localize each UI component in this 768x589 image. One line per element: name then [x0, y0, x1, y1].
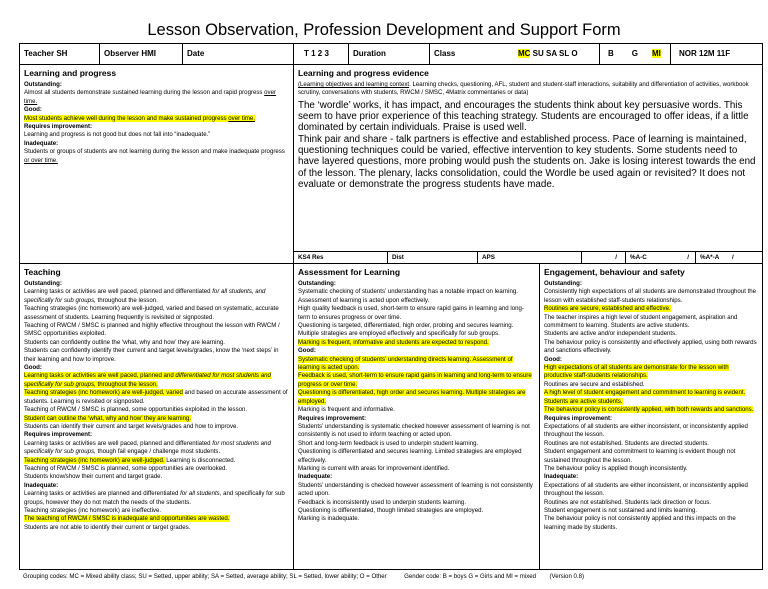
engagement-criterion: Student engagement and commitment to learning is evident though not sustained throughout the lesson.: [544, 448, 736, 464]
assessment-heading: Assessment for Learning: [298, 267, 401, 277]
engagement-criterion: High expectations of all students are demonstrate for the lesson with productive staff-students relationships.: [544, 364, 729, 380]
progress-inadequate-text: Students or groups of students are not learning during the lesson and make inadequate progress or over time.: [24, 148, 285, 164]
gender-g: G: [631, 49, 639, 58]
engagement-criterion: Student engagement is not sustained and limits learning.: [544, 506, 698, 514]
engagement-criterion: Routines are secure and established.: [544, 380, 645, 388]
assessment-inadequate-label: Inadequate:: [298, 473, 333, 481]
teaching-criterion: Students can confidently identify their current and target levels/grades, know the ‘next steps’ in their learning and how to improve.: [24, 347, 279, 363]
duration-cell: Duration: [349, 44, 430, 64]
teaching-criterion: Teaching strategies (inc homework) are well-judged. Learning is disconnected.: [24, 456, 236, 464]
teaching-criterion: Teaching of RWCM / SMSC is planned, some opportunities exploited in the lesson.: [24, 406, 248, 414]
gender-mi-selected: MI: [652, 49, 661, 58]
assessment-criterion: Questioning is differentiated, though limited strategies are employed.: [298, 506, 484, 514]
teaching-criterion: Learning tasks or activities are well paced, planned and differentiated for all students, and specifically for sub groups, throughout the lesson.: [24, 288, 266, 304]
teaching-good-label: Good:: [24, 364, 42, 372]
teaching-criterion: Teaching of RWCM / SMSC is planned, some opportunities are overlooked.: [24, 464, 228, 472]
assessment-criterion: Questioning is targeted, differentiated, high order, probing and secures learning.: [298, 322, 514, 330]
teaching-criterion: Teaching strategies (inc homework) are ineffective.: [24, 506, 162, 514]
assessment-criterion: Feedback is used, short-term to ensure rapid gains in learning and long-term to ensure progress or over time.: [298, 372, 532, 388]
a-star-separator: /: [732, 254, 734, 261]
progress-outstanding-text: Almost all students demonstrate sustained learning during the lesson and rapid progress over time.: [24, 89, 277, 105]
engagement-column: [540, 264, 762, 570]
aps-cell: APS: [478, 252, 582, 263]
assessment-criterion: Short and long-term feedback is used to underpin student learning.: [298, 439, 479, 447]
observer-cell: Observer HMI: [100, 44, 183, 64]
assessment-criterion: Marking is current with areas for improvement identified.: [298, 464, 450, 472]
teaching-column: [20, 264, 294, 570]
progress-good-text: Most students achieve well during the lesson and make sustained progress over time.: [24, 114, 256, 122]
evidence-notes: The ‘wordle’ works, it has impact, and encourages the students think about key persuasive words. This seem to have prior experience of this teaching strategy. Students are encouraged to offer ideas, if a little dominated by certain individuals. Praise is used well. Think pair and share - talk partners is effective and established process. Pace of learning is maintained, questioning techniques could be varied, effective intervention to key students. Some students need to have layered questions, more probing would push the students on. Jake is losing interest towards the end of the lesson. The plenary, lacks consolidation, could the Wordle be used again or revisited? It does not evaluate or demonstrate the progress students have made.: [298, 99, 756, 190]
teaching-criterion: Learning tasks or activities are planned and differentiated for all students, and specifically for sub groups, however they do not match the needs of the students.: [24, 490, 285, 506]
engagement-criterion: A high level of student engagement and commitment to learning is evident. Students are active students.: [544, 389, 746, 405]
results-stats-row: [294, 252, 762, 264]
assessment-criterion: High quality feedback is used, short-term to ensure rapid gains in learning and long-term to ensures progress or over time.: [298, 305, 524, 321]
assessment-criterion: Marking is frequent, informative and students are expected to respond.: [298, 338, 489, 346]
engagement-outstanding-label: Outstanding:: [544, 280, 582, 287]
teaching-criterion: Teaching of RWCM / SMSC is planned and highly effective throughout the lesson with RWCM / SMSC opportunities exploited.: [24, 322, 280, 338]
date-cell: Date: [183, 44, 294, 64]
assessment-criterion: Questioning is differentiated and secures learning. Limited strategies are employed effectively.: [298, 448, 522, 464]
assessment-criterion: Students’ understanding is checked however assessment of learning is not consistently acted upon.: [298, 481, 533, 498]
engagement-ri-label: Requires improvement:: [544, 414, 613, 422]
evidence-box: [294, 65, 762, 252]
engagement-criterion: The behaviour policy is consistently and effectively applied, using both rewards and sanctions effectively.: [544, 338, 757, 355]
form-version: (Version 0.8): [549, 573, 585, 580]
form-footer: [23, 572, 763, 581]
term-cell: T 1 2 3: [294, 44, 349, 64]
engagement-criterion: Routines are not established. Students are directed students.: [544, 439, 709, 447]
engagement-criterion: The behaviour policy is consistently applied, with both rewards and sanctions.: [544, 406, 754, 414]
assessment-criterion: Systematic checking of students’ understanding directs learning. Assessment of learning is acted upon.: [298, 355, 513, 372]
teaching-outstanding-label: Outstanding:: [24, 280, 62, 287]
learning-progress-box: [20, 65, 294, 264]
engagement-criterion: Routines are secure, established and effective.: [544, 305, 671, 313]
teaching-criterion: Teaching strategies (inc homework) are well-judged, varied and based on accurate assessment of students. Learning is revisited or signposted.: [24, 389, 288, 405]
evidence-heading: Learning and progress evidence: [298, 68, 429, 78]
progress-outstanding-label: Outstanding:: [24, 81, 62, 88]
assessment-good-label: Good:: [298, 347, 316, 355]
assessment-criterion: Questioning is differentiated, high order and secures learning. Multiple strategies are employed.: [298, 389, 526, 405]
progress-inadequate-label: Inadequate:: [24, 139, 59, 147]
assessment-criterion: Feedback is inconsistently used to underpin students learning.: [298, 498, 467, 506]
assessment-criterion: Marking is inadequate.: [298, 515, 360, 523]
engagement-heading: Engagement, behaviour and safety: [544, 267, 685, 277]
evidence-sources: (Learning objectives and learning context. Learning checks, questioning, AFL, student and student-staff interactions, suitability and differentiation of activities, workbook scrutiny, conversations with students, RWCM / SMSC, 4Matrix commentaries or data): [298, 81, 749, 97]
nor-cell: NOR 12M 11F: [679, 49, 731, 58]
gender-cell: [600, 44, 671, 64]
grouping-codes-rest: SU SA SL O: [530, 49, 578, 58]
engagement-criterion: The behaviour policy is not consistently applied and this impacts on the learning made by students.: [544, 515, 736, 531]
assessment-ri-label: Requires improvement:: [298, 414, 367, 422]
teaching-criterion: Students know/show their current and target grade.: [24, 473, 163, 481]
a-star-cell: %A*-A: [700, 254, 720, 261]
teaching-inadequate-label: Inadequate:: [24, 481, 59, 489]
teaching-criterion: Students can identify their current and target levels/grades and how to improve.: [24, 422, 239, 430]
teaching-criterion: Students can confidently outline the ‘what, why and how’ they are learning.: [24, 338, 225, 346]
learning-progress-heading: Learning and progress: [24, 68, 117, 78]
grouping-codes-cell: [518, 44, 600, 64]
aps-separator: /: [582, 252, 626, 263]
engagement-criterion: Consistently high expectations of all students are demonstrated throughout the lesson with established staff-students relationships.: [544, 288, 757, 304]
engagement-inadequate-label: Inadequate:: [544, 473, 579, 481]
progress-good-label: Good:: [24, 106, 42, 114]
engagement-criterion: Expectations of all students are either inconsistent, or inconsistently applied throughout the lesson.: [544, 481, 748, 498]
engagement-good-label: Good:: [544, 355, 562, 363]
teaching-criterion: The teaching of RWCM / SMSC is inadequate and opportunities are wasted.: [24, 515, 230, 523]
teaching-criterion: Student can outline the ‘what, why and how’ they are learning.: [24, 414, 192, 422]
teaching-criterion: Learning tasks or activities are well paced, planned and differentiated for most students and specifically for sub groups, though fail engage / challenge most students.: [24, 439, 271, 456]
assessment-criterion: Students’ understanding is systematic checked however assessment of learning is not consistently is not used to inform teaching or acted upon.: [298, 422, 530, 439]
teacher-cell: Teacher SH: [20, 44, 100, 64]
form-header-row: [20, 44, 762, 65]
dist-cell: Dist: [388, 252, 478, 263]
gender-code-legend: Gender code: B = boys G = Girls and MI = mixed: [404, 573, 537, 580]
progress-ri-label: Requires improvement:: [24, 123, 93, 131]
engagement-criterion: The behaviour policy is applied though inconsistently.: [544, 464, 688, 472]
progress-ri-text: Learning and progress is not good but does not fall into “inadequate.”: [24, 131, 211, 139]
grouping-mc-selected: MC: [518, 49, 531, 58]
grouping-codes-legend: Grouping codes: MC = Mixed ability class; SU = Setted, upper ability; SA = Setted, average ability; SL = Setted, lower ability; O = Other: [23, 573, 387, 580]
observation-form: [19, 43, 763, 570]
a-c-separator: /: [666, 252, 696, 263]
class-cell: Class: [434, 49, 456, 58]
ks4-res-cell: KS4 Res: [294, 252, 388, 263]
teaching-ri-label: Requires improvement:: [24, 431, 93, 439]
teaching-criterion: Learning tasks or activities are well paced, planned and differentiated for most students and specifically for sub groups, throughout the lesson.: [24, 372, 271, 388]
engagement-criterion: Students are active and/or independent students.: [544, 330, 677, 338]
teaching-criterion: Students are not able to identify their current or target grades.: [24, 523, 191, 531]
gender-b: B: [608, 49, 614, 58]
assessment-criterion: Multiple strategies are employed effectively and specifically for sub groups.: [298, 330, 500, 338]
teaching-criterion: Teaching strategies (inc homework) are well-judged, varied and based on systematic, accurate assessment of students. Learning frequently is revisited or signposted.: [24, 305, 279, 321]
engagement-criterion: The teacher inspires a high level of student engagement, aspiration and commitment to learning. Students are active students.: [544, 313, 738, 330]
engagement-criterion: Expectations of all students are either inconsistent, or inconsistently applied throughout the lesson.: [544, 422, 748, 439]
assessment-criterion: Systematic checking of students’ understanding has a notable impact on learning. Assessment of learning is acted upon effectively.: [298, 288, 518, 304]
engagement-criterion: Routines are not established. Students lack direction or focus.: [544, 498, 711, 506]
a-c-cell: %A-C: [630, 254, 647, 261]
form-title: Lesson Observation, Profession Development and Support Form: [147, 21, 621, 39]
assessment-criterion: Marking is frequent and informative.: [298, 406, 395, 414]
assessment-outstanding-label: Outstanding:: [298, 280, 336, 287]
teaching-heading: Teaching: [24, 267, 61, 277]
assessment-column: [294, 264, 540, 570]
